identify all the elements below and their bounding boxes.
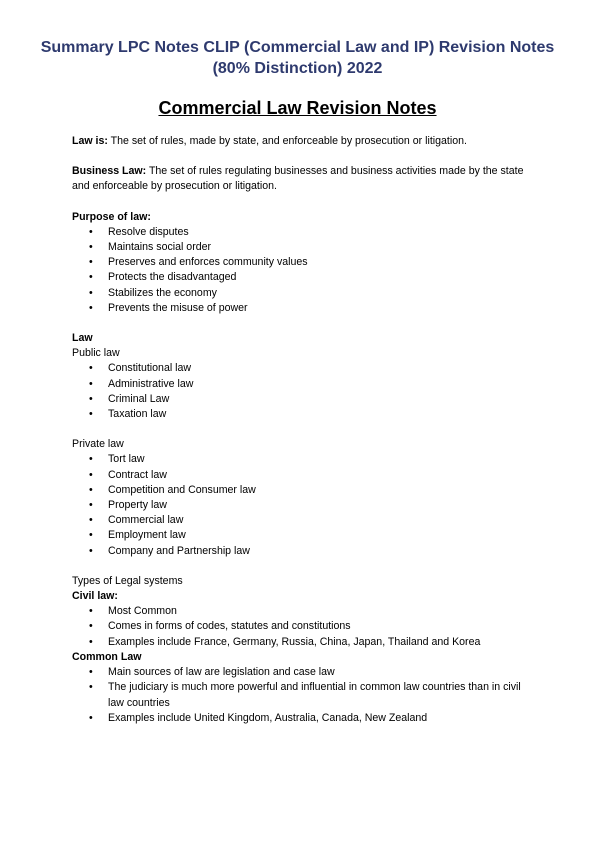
list-item: • Constitutional law bbox=[72, 361, 532, 376]
business-law-definition-term: Business Law: bbox=[72, 165, 147, 178]
law-definition bbox=[72, 134, 532, 149]
list-item: • Administrative law bbox=[72, 377, 532, 392]
document-title: Summary LPC Notes CLIP (Commercial Law and IP) Revision Notes (80% Distinction) 2022 bbox=[40, 39, 555, 77]
purpose-heading: Purpose of law: bbox=[72, 210, 151, 223]
list-item: • Employment law bbox=[72, 528, 532, 543]
list-item: • Examples include France, Germany, Russia, China, Japan, Thailand and Korea bbox=[72, 635, 532, 650]
list-item: • Preserves and enforces community values bbox=[72, 255, 532, 270]
list-item: • Comes in forms of codes, statutes and constitutions bbox=[72, 619, 532, 634]
list-item: • Contract law bbox=[72, 468, 532, 483]
document-body bbox=[72, 134, 532, 726]
list-item: • Company and Partnership law bbox=[72, 544, 532, 559]
private-law-heading: Private law bbox=[72, 438, 124, 451]
list-item: • Stabilizes the economy bbox=[72, 286, 532, 301]
law-definition-text: The set of rules, made by state, and enforceable by prosecution or litigation. bbox=[107, 135, 467, 147]
list-item: • Tort law bbox=[72, 452, 532, 467]
legal-systems-heading: Types of Legal systems bbox=[72, 574, 183, 587]
purpose-list bbox=[72, 225, 532, 316]
list-item: • Protects the disadvantaged bbox=[72, 270, 532, 285]
public-law-heading: Public law bbox=[72, 347, 120, 360]
list-item: • Commercial law bbox=[72, 513, 532, 528]
list-item: • Maintains social order bbox=[72, 240, 532, 255]
section-title: Commercial Law Revision Notes bbox=[158, 98, 437, 118]
list-item: • Examples include United Kingdom, Australia, Canada, New Zealand bbox=[72, 711, 532, 726]
business-law-definition bbox=[72, 164, 532, 194]
law-definition-term: Law is: bbox=[72, 135, 108, 147]
list-item: • Most Common bbox=[72, 604, 532, 619]
civil-law-heading: Civil law: bbox=[72, 590, 118, 603]
list-item: • Taxation law bbox=[72, 407, 532, 422]
common-law-list bbox=[72, 665, 532, 726]
list-item: • Resolve disputes bbox=[72, 225, 532, 240]
list-item: • Main sources of law are legislation and case law bbox=[72, 665, 532, 680]
common-law-heading: Common Law bbox=[72, 650, 142, 663]
law-heading: Law bbox=[72, 332, 93, 345]
public-law-list bbox=[72, 361, 532, 422]
list-item: • The judiciary is much more powerful and influential in common law countries than in civil law countries bbox=[72, 680, 532, 710]
business-law-definition-text: The set of rules regulating businesses and business activities made by the state and enforceable by prosecution or litigation. bbox=[72, 165, 524, 193]
civil-law-list bbox=[72, 604, 532, 650]
list-item: • Prevents the misuse of power bbox=[72, 301, 532, 316]
list-item: • Property law bbox=[72, 498, 532, 513]
list-item: • Criminal Law bbox=[72, 392, 532, 407]
private-law-list bbox=[72, 452, 532, 558]
list-item: • Competition and Consumer law bbox=[72, 483, 532, 498]
